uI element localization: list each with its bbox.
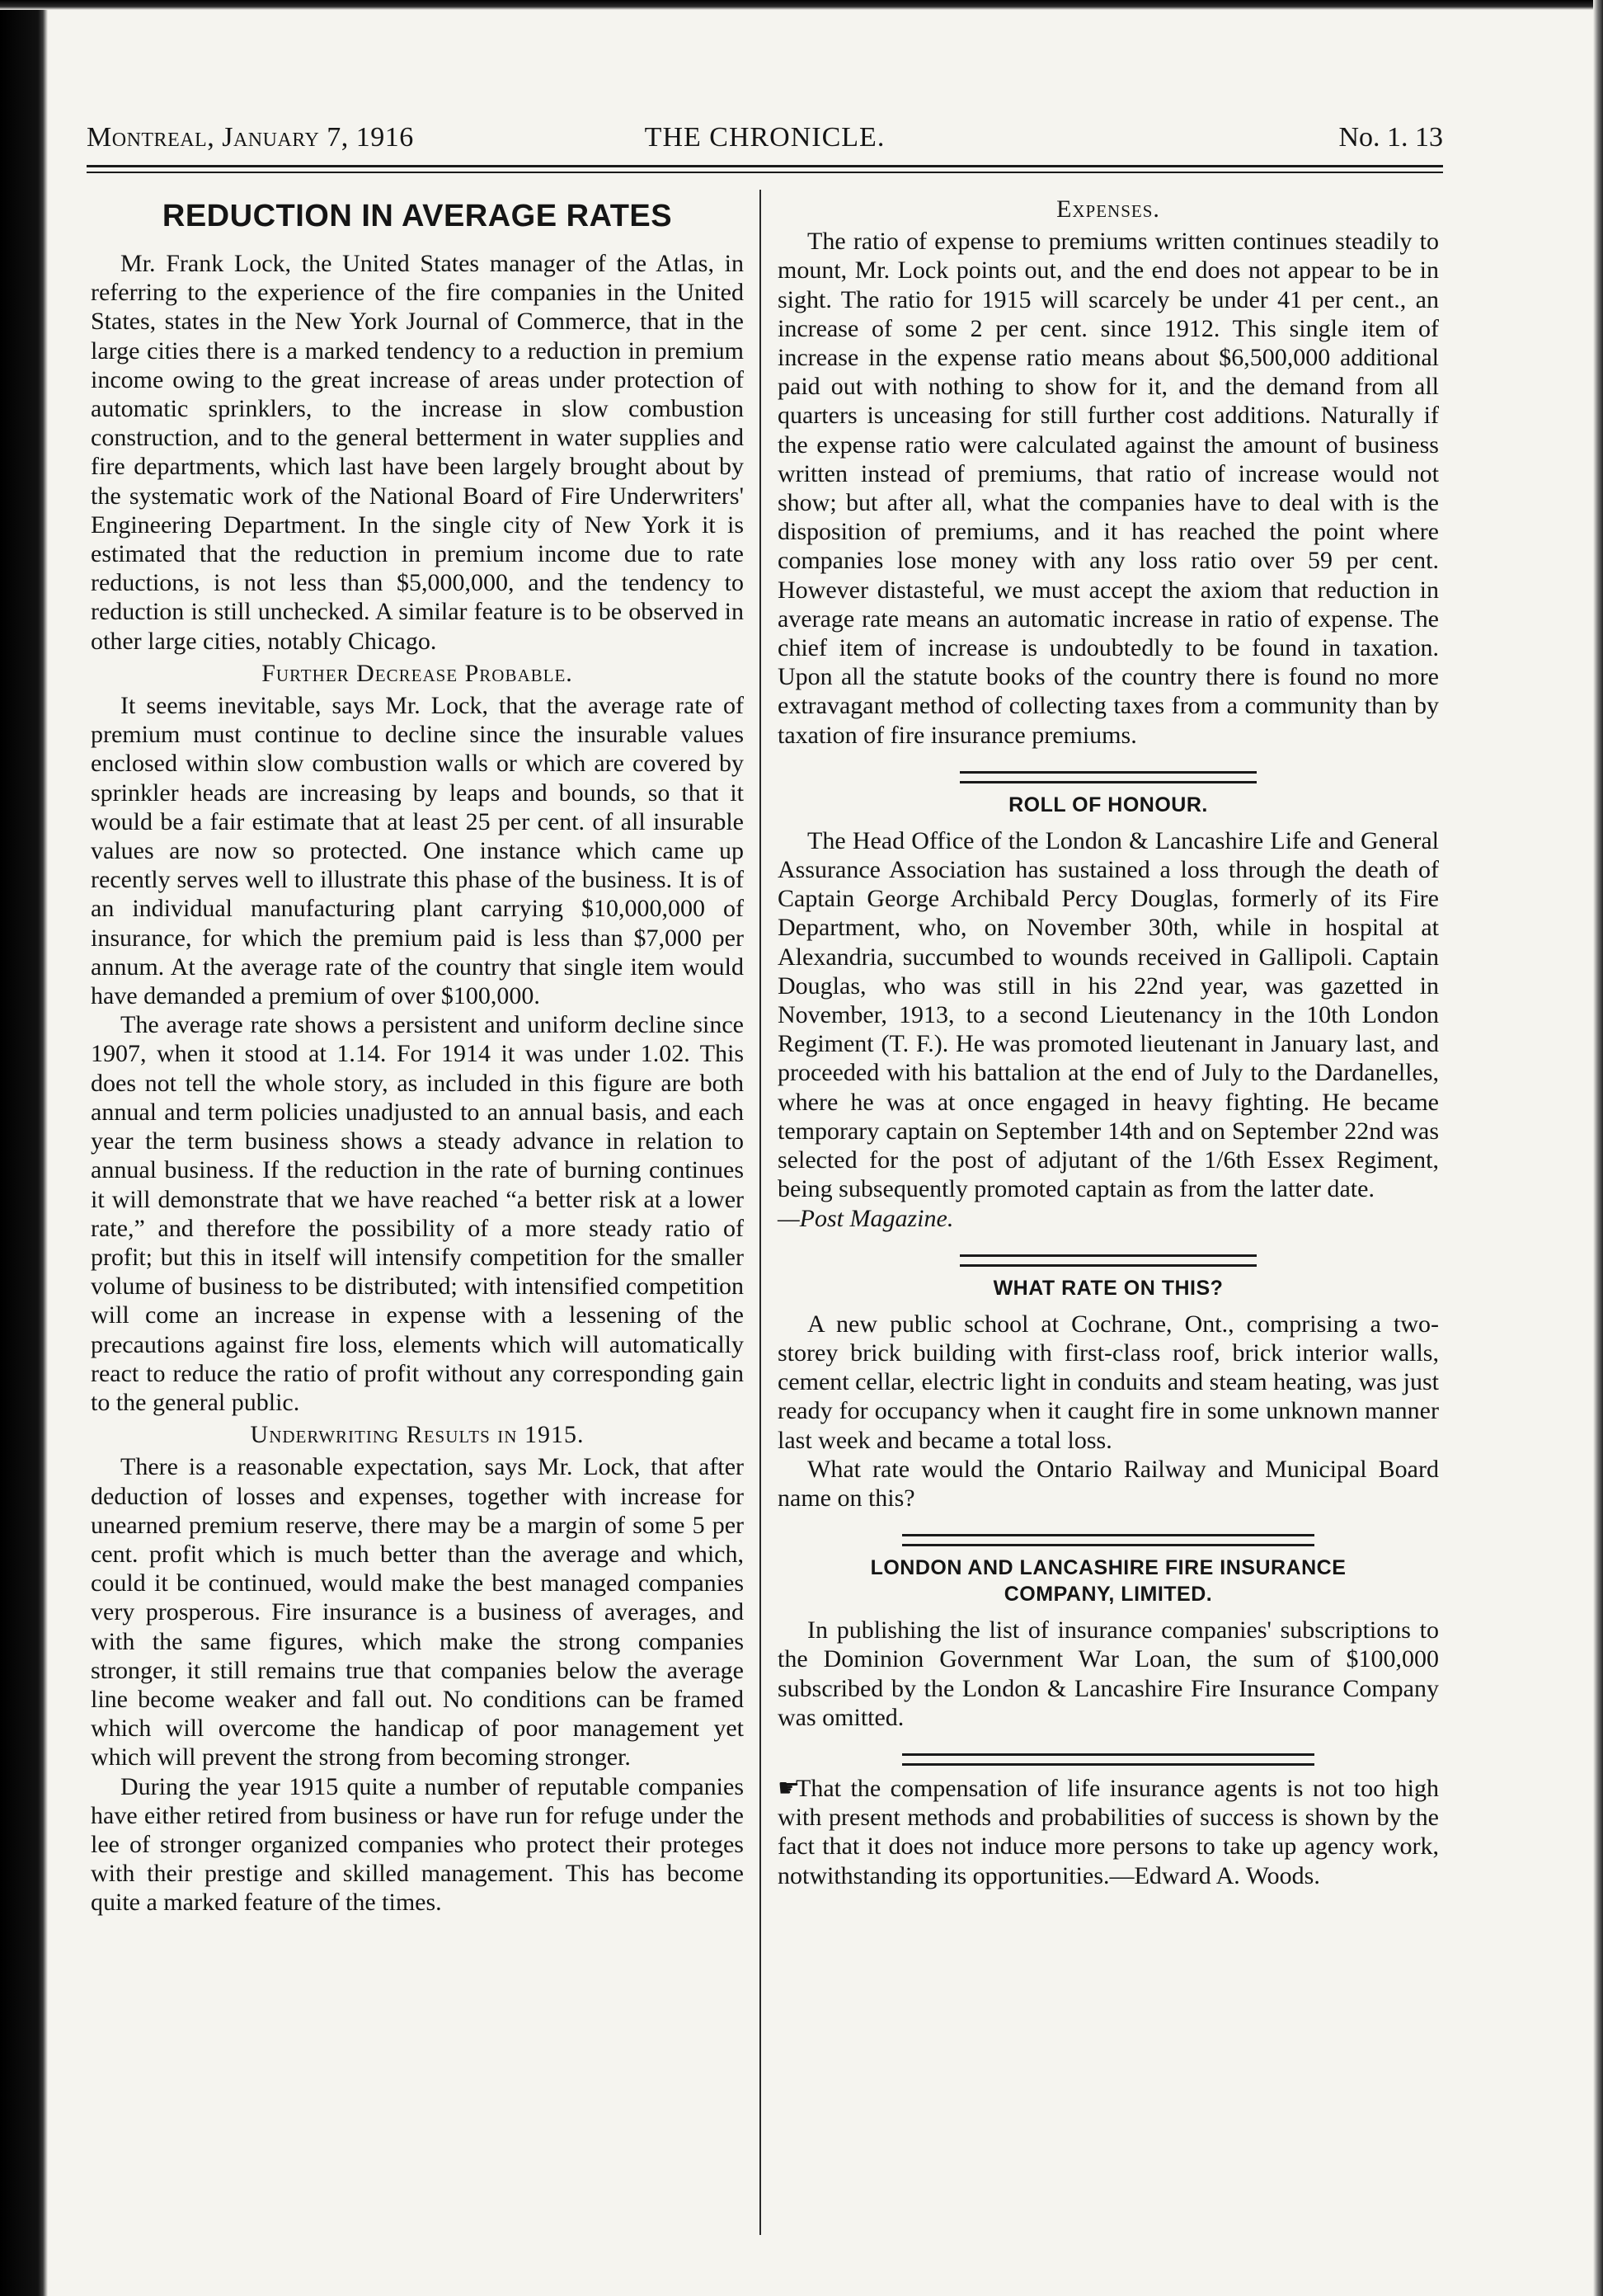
article-paragraph: The ratio of expense to premiums written continues steadily to mount, Mr. Lock points out, and the end does not appear to be in sight. The ratio for 1915 will scarcely be under 41 per cent., an increase of some 2 per cent. since 1912. This single item of increase in the expense ratio means about $6,500,000 additional paid out with nothing to show for it, and the demand from all quarters is unceasing for still further cost additions. Naturally if the expense ratio were calculated against the amount of business written instead of premiums, that ratio of increase would not show; but after all, what the companies have to deal with is the disposition of premiums, and it has reached the point where companies lose money with any loss ratio over 59 per cent. However distasteful, we must accept the axiom that reduction in average rate means an automatic increase in ratio of expense. The chief item of increase is undoubtedly to be found in taxation. Upon all the statute books of the country there is found no more extravagant method of collecting taxes from a community than by taxation of fire insurance premiums. [778,228,1439,749]
subheading-further-decrease: Further Decrease Probable. [261,659,573,687]
pointing-hand-icon: ☛ [778,1774,800,1802]
section-separator [960,771,1257,783]
header-issue-page: No. 1. 13 [1338,122,1443,153]
section-separator [902,1534,1314,1546]
article-paragraph: What rate would the Ontario Railway and Municipal Board name on this? [778,1455,1439,1512]
london-lancashire-heading-line2: COMPANY, LIMITED. [1004,1583,1213,1607]
article-paragraph: The Head Office of the London & Lancashire Life and General Assurance Association has sustained a loss through the death of Captain George Archibald Percy Douglas, formerly of its Fire Department, who, on November 30th, while in hospital at Alexandria, succumbed to wounds received in Gallipoli. Captain Douglas, who was still in his 22nd year, was gazetted in November, 1913, to a second Lieutenancy in the 10th London Regiment (T. F.). He was promoted lieutenant in January last, and proceeded with his battalion at the end of July to the Dardanelles, where he was at once engaged in heavy fighting. He became temporary captain on September 14th and on September 22nd was selected for the post of adjutant of the 1/6th Essex Regiment, being subsequently promoted captain as from the latter date. [778,826,1439,1203]
article-paragraph: The average rate shows a persistent and uniform decline since 1907, when it stood at 1.14. For 1914 it was under 1.02. This does not tell the whole story, as included in this figure are both annual and term policies unadjusted to an annual basis, and each year the term business shows a steady advance in relation to annual business. If the reduction in the rate of burning continues it will demonstrate that we have reached “a better risk at a lower rate,” and therefore the possibility of a more steady ratio of profit; but this in itself will intensify competition for the smaller volume of business to be distributed; with intensified competition will come an increase in expense with a lessening of the precautions against fire loss, elements which will automatically react to reduce the ratio of profit without any corresponding gain to the general public. [91,1011,744,1416]
london-lancashire-heading [778,1555,1439,1607]
column-divider [759,190,761,2235]
scan-edge-left [0,0,48,2296]
closing-note-text: That the compensation of life insurance agents is not too high with present methods and probabilities of success is shown by the fact that it does not induce more persons to take up agency work, notwithstanding its opportunities.—Edward A. Woods. [778,1774,1439,1889]
right-column [778,191,1439,1890]
header-double-rule [87,165,1443,173]
london-lancashire-heading-line1: LONDON AND LANCASHIRE FIRE INSURANCE [870,1556,1347,1580]
article-paragraph: There is a reasonable expectation, says Mr. Lock, that after deduction of losses and expenses, together with increase for unearned premium reserve, there may be a margin of some 5 per cent. profit which is much better than the average and which, could it be continued, would make the best managed companies very prosperous. Fire insurance is a business of averages, and with the same figures, which make the strong companies stronger, it still remains true that companies below the average line become weaker and fall out. No conditions can be framed which will overcome the handicap of poor management yet which will prevent the strong from becoming stronger. [91,1453,744,1771]
what-rate-heading: WHAT RATE ON THIS? [993,1276,1224,1300]
article-paragraph: It seems inevitable, says Mr. Lock, that the average rate of premium must continue to decline since the insurable values enclosed within slow combustion walls or which are covered by sprinkler heads are increasing by leaps and bounds, so that it would be a fair estimate that at least 25 per cent. of all insurable values are now so protected. One instance which came up recently serves well to illustrate this phase of the business. It is of an individual manufacturing plant carrying $10,000,000 of insurance, for which the premium paid is less than $7,000 per annum. At the average rate of the country that single item would have demanded a premium of over $100,000. [91,692,744,1010]
article-title: REDUCTION IN AVERAGE RATES [162,199,673,233]
header-publication-title: THE CHRONICLE. [644,122,886,153]
running-header [87,122,1443,163]
closing-note [778,1774,1439,1890]
article-paragraph: During the year 1915 quite a number of reputable companies have either retired from business or have run for refuge under the lee of stronger organized companies who protect their proteges with their prestige and skilled management. This has become quite a marked feature of the times. [91,1772,744,1917]
left-column [91,191,744,1917]
subheading-underwriting-results: Underwriting Results in 1915. [250,1421,585,1449]
scan-edge-right [1593,0,1603,2296]
article-paragraph: In publishing the list of insurance companies' subscriptions to the Dominion Government War Loan, the sum of $100,000 subscribed by the London & Lancashire Fire Insurance Company was omitted. [778,1616,1439,1731]
newspaper-page [87,0,1443,2296]
article-source-credit: —Post Magazine. [778,1204,954,1232]
section-separator [902,1753,1314,1766]
roll-of-honour-heading: ROLL OF HONOUR. [1008,793,1208,816]
article-paragraph: A new public school at Cochrane, Ont., comprising a two-storey brick building with first-class roof, brick interior walls, cement cellar, electric light in conduits and steam heating, was just ready for occupancy when it caught fire in some unknown manner last week and became a total loss. [778,1310,1439,1454]
header-dateline: Montreal, January 7, 1916 [87,122,414,153]
article-intro-paragraph: Mr. Frank Lock, the United States manager of the Atlas, in referring to the experience of the fire companies in the United States, states in the New York Journal of Commerce, that in the large cities there is a marked tendency to a reduction in premium income owing to the great increase of areas under protection of automatic sprinklers, to the increase in slow combustion construction, and to the general betterment in water supplies and fire departments, which last have been largely brought about by the systematic work of the National Board of Fire Underwriters' Engineering Department. In the single city of New York it is estimated that the reduction in premium income due to rate reductions, is not less than $5,000,000, and the tendency to reduction is still unchecked. A similar feature is to be observed in other large cities, notably Chicago. [91,250,744,655]
section-separator [960,1254,1257,1267]
subheading-expenses: Expenses. [1056,195,1160,223]
